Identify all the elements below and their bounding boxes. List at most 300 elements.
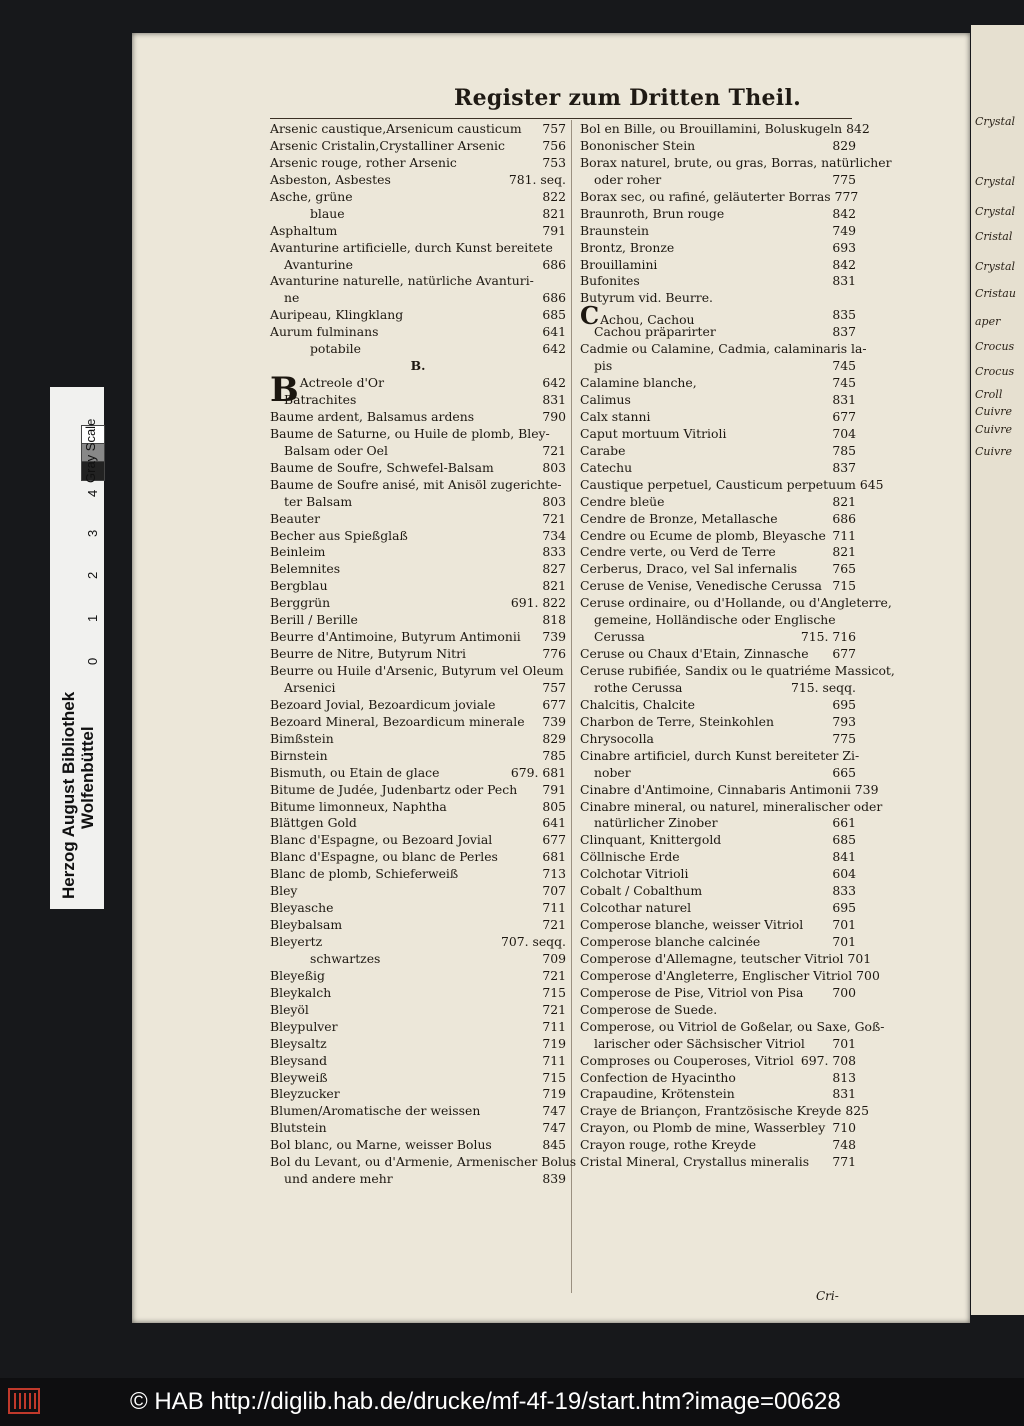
index-entry-text: Comproses ou Couperoses, Vitriol xyxy=(580,1052,794,1068)
index-entry-page: 711 xyxy=(542,1052,566,1068)
footer-copyright-link[interactable]: © HAB http://diglib.hab.de/drucke/mf-4f-19/start.htm?image=00628 xyxy=(130,1388,841,1415)
index-entry xyxy=(270,206,566,223)
index-entry-term xyxy=(270,748,328,765)
index-entry-term xyxy=(270,240,553,257)
index-entry-page: 739 xyxy=(542,713,566,729)
index-entry-text: Comperose de Suede. xyxy=(580,1001,718,1017)
index-entry-term xyxy=(580,341,867,358)
index-entry-page: 785 xyxy=(832,442,856,458)
index-entry-text: Bleyertz xyxy=(270,934,323,949)
index-entry-page: 739 xyxy=(854,781,879,797)
index-entry-term xyxy=(270,443,388,460)
index-entry xyxy=(580,138,856,155)
index-entry-text: Blättgen Gold xyxy=(270,815,357,831)
index-entry-term xyxy=(580,324,716,341)
ruler-title: Gray Scale xyxy=(83,418,98,483)
index-entry-page: 822 xyxy=(542,188,566,204)
index-entry-text: Bleyweiß xyxy=(270,1069,328,1085)
index-entry-term xyxy=(580,900,691,917)
index-entry-text: Ceruse ou Chaux d'Etain, Zinnasche xyxy=(580,646,809,662)
index-entry-text: Crapaudine, Krötenstein xyxy=(580,1086,735,1102)
running-head: Register zum Dritten Theil. xyxy=(454,85,802,111)
index-entry xyxy=(580,443,856,460)
index-entry-term xyxy=(270,324,378,341)
index-entry-page: 679. 681 xyxy=(510,764,566,780)
index-entry-page xyxy=(884,1019,888,1036)
index-entry-page xyxy=(562,477,566,494)
index-entry-text: Crayon, ou Plomb de mine, Wasserbley xyxy=(580,1120,826,1136)
index-entry-text: B. xyxy=(410,358,426,374)
index-entry-text: Avanturine artificielle, durch Kunst bereitete xyxy=(270,239,553,255)
index-entry xyxy=(580,1086,856,1103)
index-entry xyxy=(270,341,566,358)
index-entry-term xyxy=(580,138,695,155)
index-entry-text: Bitume limonneux, Naphtha xyxy=(270,798,447,814)
index-entry-term xyxy=(270,832,492,849)
index-entry-page: 641 xyxy=(542,324,566,340)
index-entry xyxy=(270,240,566,257)
index-entry-text: Cerussa xyxy=(594,629,645,645)
index-entry xyxy=(580,781,879,799)
index-entry xyxy=(580,1137,856,1154)
index-entry xyxy=(580,392,856,409)
index-entry xyxy=(270,578,566,595)
index-entry-text: Auripeau, Klingklang xyxy=(270,307,404,323)
index-entry-term xyxy=(580,172,661,189)
index-entry-text: Bley xyxy=(270,883,298,899)
index-column-left xyxy=(270,121,577,1188)
index-entry-page: 790 xyxy=(542,408,566,424)
index-entry-text: Achou, Cachou xyxy=(600,312,695,328)
index-entry-term xyxy=(270,697,495,714)
index-entry xyxy=(270,172,566,189)
index-entry xyxy=(270,392,566,409)
index-entry xyxy=(270,1070,566,1087)
index-entry-term xyxy=(580,883,702,900)
index-entry-term xyxy=(580,443,625,460)
index-entry-page: 745 xyxy=(832,375,856,391)
index-entry-page: 837 xyxy=(832,459,856,475)
index-entry-text: Cobalt / Cobalthum xyxy=(580,883,703,899)
index-entry-page: 777 xyxy=(834,188,859,204)
facing-page-fragment: Cuivre xyxy=(975,445,1013,458)
index-entry-text: nober xyxy=(594,764,631,780)
facing-page-fragment: Cuivre xyxy=(975,405,1013,418)
index-entry-term xyxy=(270,511,320,528)
facing-page-fragment: Crocus xyxy=(975,365,1015,378)
index-entry xyxy=(270,866,566,883)
index-entry xyxy=(270,1036,566,1053)
index-entry-term xyxy=(270,578,328,595)
index-entry-text: Arsenic Cristalin,Crystalliner Arsenic xyxy=(270,137,505,153)
ruler-tick-2: 2 xyxy=(85,571,100,579)
index-entry-text: rothe Cerussa xyxy=(594,679,683,695)
index-entry-text: Cadmie ou Calamine, Cadmia, calaminaris la- xyxy=(580,341,867,357)
index-entry xyxy=(270,714,566,731)
index-entry-text: Comperose blanche calcinée xyxy=(580,934,761,949)
index-entry-page: 803 xyxy=(542,493,566,509)
index-entry-page: 691. 822 xyxy=(510,595,566,611)
index-entry xyxy=(580,815,856,832)
index-entry-text: Bimßstein xyxy=(270,730,334,746)
index-entry-term xyxy=(580,595,892,612)
index-entry-page: 842 xyxy=(846,121,870,136)
index-entry-term xyxy=(580,799,882,816)
index-entry-page: 776 xyxy=(542,646,566,662)
gray-scale-ruler xyxy=(50,387,104,909)
index-entry-page: 756 xyxy=(542,137,566,153)
index-entry-term xyxy=(580,460,632,477)
index-entry-term xyxy=(580,968,852,985)
index-entry-page: 842 xyxy=(832,256,856,272)
facing-page-fragment: Cuivre xyxy=(975,423,1013,436)
index-entry-term xyxy=(580,257,657,274)
index-entry-text: Comperose d'Allemagne, teutscher Vitriol xyxy=(580,950,844,966)
index-entry-text: Beauter xyxy=(270,510,321,526)
index-entry xyxy=(580,476,884,494)
index-entry-term xyxy=(270,934,322,951)
index-entry-page: 700 xyxy=(832,984,856,1000)
index-entry-term xyxy=(580,1120,825,1137)
index-entry xyxy=(270,1171,566,1188)
index-entry-text: Arsenic caustique,Arsenicum causticum xyxy=(270,121,522,136)
index-entry-page: 818 xyxy=(542,612,566,628)
index-entry-text: Cendre de Bronze, Metallasche xyxy=(580,510,778,526)
index-entry xyxy=(270,782,566,799)
index-entry xyxy=(270,443,566,460)
index-entry-term xyxy=(580,697,695,714)
index-entry-page: 711 xyxy=(832,527,856,543)
index-entry-text: Catechu xyxy=(580,459,633,475)
index-entry-term xyxy=(270,341,361,358)
index-entry xyxy=(580,188,859,206)
index-entry-text: Avanturine xyxy=(284,256,353,272)
index-entry-term xyxy=(270,731,334,748)
index-entry xyxy=(580,460,856,477)
index-entry-text: ne xyxy=(284,290,300,306)
index-entry-term xyxy=(580,494,664,511)
index-entry-term xyxy=(270,257,353,274)
index-entry-text: Bol blanc, ou Marne, weisser Bolus xyxy=(270,1137,492,1153)
index-entry-term xyxy=(580,206,724,223)
index-entry xyxy=(580,172,856,189)
index-entry-page: 686 xyxy=(542,256,566,272)
index-entry-term xyxy=(270,1103,480,1120)
index-entry-page: 695 xyxy=(832,900,856,916)
index-entry-text: Bezoard Mineral, Bezoardicum minerale xyxy=(270,713,525,729)
index-entry-term xyxy=(270,528,408,545)
index-entry-page: 833 xyxy=(542,544,566,560)
facing-page-fragment: Crystal xyxy=(975,175,1016,188)
index-entry-page: 765 xyxy=(832,561,856,577)
index-entry xyxy=(270,307,566,324)
index-entry-term xyxy=(580,121,842,138)
index-entry-text: Cendre bleüe xyxy=(580,493,665,509)
index-entry-page: 665 xyxy=(832,764,856,780)
index-entry-text: Baume de Soufre, Schwefel-Balsam xyxy=(270,459,494,475)
index-entry-text: Baume de Soufre anisé, mit Anisöl zugerichte- xyxy=(270,476,562,492)
index-entry-page: 661 xyxy=(832,815,856,831)
index-entry-page: 711 xyxy=(542,900,566,916)
index-entry xyxy=(270,595,566,612)
index-entry xyxy=(580,832,856,849)
index-entry-term xyxy=(580,511,778,528)
index-entry xyxy=(580,375,856,392)
index-entry-page: 686 xyxy=(832,510,856,526)
index-entry-term xyxy=(270,985,331,1002)
index-entry-text: Baume ardent, Balsamus ardens xyxy=(270,408,475,424)
index-entry-term xyxy=(580,849,680,866)
index-entry-text: Ceruse ordinaire, ou d'Hollande, ou d'Angleterre, xyxy=(580,595,892,611)
index-entry xyxy=(270,324,566,341)
index-entry-term xyxy=(580,985,803,1002)
index-entry xyxy=(270,273,566,290)
index-entry-term xyxy=(580,1053,794,1070)
index-entry-term xyxy=(270,629,521,646)
facing-page-fragment: Cristal xyxy=(975,230,1013,243)
index-entry-text: Charbon de Terre, Steinkohlen xyxy=(580,713,774,729)
index-entry-term xyxy=(270,917,342,934)
index-entry xyxy=(580,798,883,816)
index-entry-text: Clinquant, Knittergold xyxy=(580,832,722,848)
index-entry-term xyxy=(580,223,649,240)
index-entry-text: Cendre verte, ou Verd de Terre xyxy=(580,544,776,560)
index-entry-page: 677 xyxy=(832,408,856,424)
index-entry-page: 833 xyxy=(832,883,856,899)
index-entry-text: Bitume de Judée, Judenbartz oder Pech xyxy=(270,781,518,797)
index-entry-page: 710 xyxy=(832,1120,856,1136)
index-entry-term xyxy=(270,273,534,290)
index-entry xyxy=(580,917,856,934)
index-entry-page: 785 xyxy=(542,747,566,763)
index-entry-term xyxy=(580,748,859,765)
index-entry-page: 707 xyxy=(542,883,566,899)
index-entry-text: Carabe xyxy=(580,442,626,458)
index-entry-text: Baume de Saturne, ou Huile de plomb, Bley- xyxy=(270,425,550,441)
index-entry-text: Comperose blanche, weisser Vitriol xyxy=(580,917,804,933)
index-entry-term xyxy=(270,1002,309,1019)
index-entry-term xyxy=(580,561,797,578)
index-entry-page: 721 xyxy=(542,1001,566,1017)
index-entry xyxy=(270,680,566,697)
index-entry-page: 686 xyxy=(542,290,566,306)
index-entry-text: Asbeston, Asbestes xyxy=(270,171,391,187)
index-entry-text: Comperose, ou Vitriol de Goßelar, ou Saxe, Goß- xyxy=(580,1018,885,1034)
index-entry-page: 677 xyxy=(542,832,566,848)
index-entry xyxy=(580,358,856,375)
index-entry-term xyxy=(580,714,774,731)
index-entry xyxy=(580,595,892,612)
index-entry-text: Berill / Berille xyxy=(270,612,358,628)
index-entry-page: 803 xyxy=(542,459,566,475)
index-entry xyxy=(270,748,566,765)
index-entry-page xyxy=(892,595,896,612)
index-entry-page: 748 xyxy=(832,1137,856,1153)
index-entry-page xyxy=(859,748,863,765)
index-entry-page: 677 xyxy=(832,646,856,662)
index-entry-term xyxy=(580,240,674,257)
index-entry xyxy=(580,985,856,1002)
index-entry-text: Bleyeßig xyxy=(270,967,325,983)
index-entry xyxy=(580,950,872,968)
index-entry-page: 821 xyxy=(542,578,566,594)
index-entry-page: 821 xyxy=(542,205,566,221)
index-entry-page xyxy=(882,799,886,816)
index-entry xyxy=(580,697,856,714)
index-entry xyxy=(580,206,856,223)
index-entry xyxy=(580,900,856,917)
index-entry-page: 695 xyxy=(832,696,856,712)
index-entry-text: Blutstein xyxy=(270,1120,327,1136)
index-entry-term xyxy=(580,477,856,494)
facing-page-edge xyxy=(971,25,1024,1315)
index-entry-text: Bleyöl xyxy=(270,1001,309,1017)
index-entry xyxy=(270,1086,566,1103)
index-entry-page: 842 xyxy=(832,205,856,221)
index-entry-term xyxy=(270,646,466,663)
index-entry-page: 709 xyxy=(542,950,566,966)
index-entry xyxy=(270,511,566,528)
index-entry-text: Cristal Mineral, Crystallus mineralis xyxy=(580,1154,810,1170)
index-entry-page: 839 xyxy=(542,1171,566,1187)
index-entry-term xyxy=(270,206,345,223)
index-entry-term xyxy=(270,138,505,155)
index-entry-text: gemeine, Holländische oder Englische xyxy=(594,612,836,628)
index-entry-page: 831 xyxy=(832,1086,856,1102)
index-entry-text: Butyrum vid. Beurre. xyxy=(580,290,713,306)
index-entry xyxy=(270,426,566,443)
index-entry xyxy=(270,883,566,900)
index-entry-term xyxy=(270,172,391,189)
index-entry-text: Colcothar naturel xyxy=(580,900,692,916)
index-entry-term xyxy=(270,1137,492,1154)
index-entry-page: 829 xyxy=(542,730,566,746)
index-entry-text: Chalcitis, Chalcite xyxy=(580,696,695,712)
index-entry-page: 701 xyxy=(847,950,872,966)
index-entry-term xyxy=(270,799,447,816)
index-entry-page: 645 xyxy=(859,476,884,492)
index-entry-page: 715. 716 xyxy=(800,629,856,645)
index-entry-term xyxy=(270,968,325,985)
index-entry-term xyxy=(270,595,330,612)
index-entry-text: Caput mortuum Vitrioli xyxy=(580,425,727,441)
index-entry xyxy=(580,714,856,731)
index-entry-text: Blumen/Aromatische der weissen xyxy=(270,1103,481,1119)
initial-capital: C xyxy=(580,301,600,331)
index-entry-term xyxy=(270,714,525,731)
index-entry-page: 685 xyxy=(542,307,566,323)
index-entry-page: 831 xyxy=(832,273,856,289)
index-entry xyxy=(580,1018,885,1036)
index-entry-page xyxy=(852,290,856,307)
index-entry-term xyxy=(580,917,803,934)
index-entry-text: Calamine blanche, xyxy=(580,375,697,391)
index-entry xyxy=(270,799,566,816)
index-entry-term xyxy=(270,544,325,561)
index-entry xyxy=(580,121,870,138)
index-entry-term xyxy=(580,1154,809,1171)
index-entry-text: Comperose d'Angleterre, Englischer Vitriol xyxy=(580,967,853,983)
index-entry-page: 715 xyxy=(832,578,856,594)
index-entry-text: Calx stanni xyxy=(580,408,651,424)
ruler-tick-1: 1 xyxy=(85,614,100,622)
index-entry-text: Cinabre d'Antimoine, Cinnabaris Antimonii xyxy=(580,781,851,797)
index-entry xyxy=(270,985,566,1002)
index-entry-page: 805 xyxy=(542,798,566,814)
index-entry-term xyxy=(270,426,550,443)
index-entry-text: Cinabre artificiel, durch Kunst bereiteter Zi- xyxy=(580,747,860,763)
index-entry-page: 701 xyxy=(832,934,856,949)
index-entry-term xyxy=(270,1120,327,1137)
ruler-tick-4: 4 xyxy=(85,489,100,497)
index-entry-text: Bleypulver xyxy=(270,1018,338,1034)
index-entry-page: 831 xyxy=(542,392,566,407)
index-entry-term xyxy=(270,883,297,900)
index-entry xyxy=(580,747,860,765)
index-entry-term xyxy=(270,392,356,409)
index-entry xyxy=(580,409,856,426)
index-entry-term xyxy=(270,849,498,866)
index-entry-page: 757 xyxy=(542,679,566,695)
index-entry-text: Bleysand xyxy=(270,1052,328,1068)
index-entry-page: 825 xyxy=(845,1103,870,1119)
index-entry-term xyxy=(580,646,809,663)
index-entry xyxy=(270,223,566,240)
index-entry-text: und andere mehr xyxy=(284,1171,393,1187)
index-entry-page: 715 xyxy=(542,984,566,1000)
index-entry-page: 835 xyxy=(832,307,856,323)
index-entry-page: 721 xyxy=(542,442,566,458)
index-entry-text: Brouillamini xyxy=(580,256,658,272)
index-entry-term xyxy=(270,189,353,206)
index-entry-term xyxy=(580,782,851,799)
index-entry-text: ter Balsam xyxy=(284,493,353,509)
index-entry xyxy=(580,612,856,629)
index-entry-text: Cachou präparirter xyxy=(594,324,716,340)
index-entry xyxy=(270,765,566,782)
index-entry xyxy=(270,697,566,714)
catchword: Cri- xyxy=(816,1289,839,1303)
index-entry-term xyxy=(270,1036,327,1053)
index-entry-text: blaue xyxy=(310,205,345,221)
index-entry-text: Bononischer Stein xyxy=(580,137,696,153)
index-entry-text: Beurre d'Antimoine, Butyrum Antimonii xyxy=(270,629,521,645)
index-entry-text: schwartzes xyxy=(310,950,381,966)
index-entry-page: 704 xyxy=(832,425,856,441)
index-entry-page: 749 xyxy=(832,222,856,238)
index-entry-term xyxy=(270,561,340,578)
index-entry xyxy=(580,528,856,545)
index-entry-text: Calimus xyxy=(580,392,631,407)
index-entry xyxy=(270,155,566,172)
ruler-tick-0: 0 xyxy=(85,657,100,665)
index-entry xyxy=(580,765,856,782)
index-entry-page: 827 xyxy=(542,561,566,577)
index-entry-term xyxy=(270,307,403,324)
ruler-library-line2: Wolfenbüttel xyxy=(78,726,97,829)
index-entry-page: 821 xyxy=(832,493,856,509)
index-entry-page xyxy=(562,273,566,290)
index-entry-term xyxy=(270,223,337,240)
index-entry-term xyxy=(270,290,299,307)
index-entry-page: 845 xyxy=(542,1137,566,1153)
index-column-right xyxy=(580,121,895,1171)
index-entry-term xyxy=(580,1019,884,1036)
index-entry xyxy=(270,528,566,545)
index-entry-page: 700 xyxy=(856,967,880,983)
index-entry-text: Arsenic rouge, rother Arsenic xyxy=(270,154,457,170)
index-entry-text: Bleyzucker xyxy=(270,1086,340,1102)
